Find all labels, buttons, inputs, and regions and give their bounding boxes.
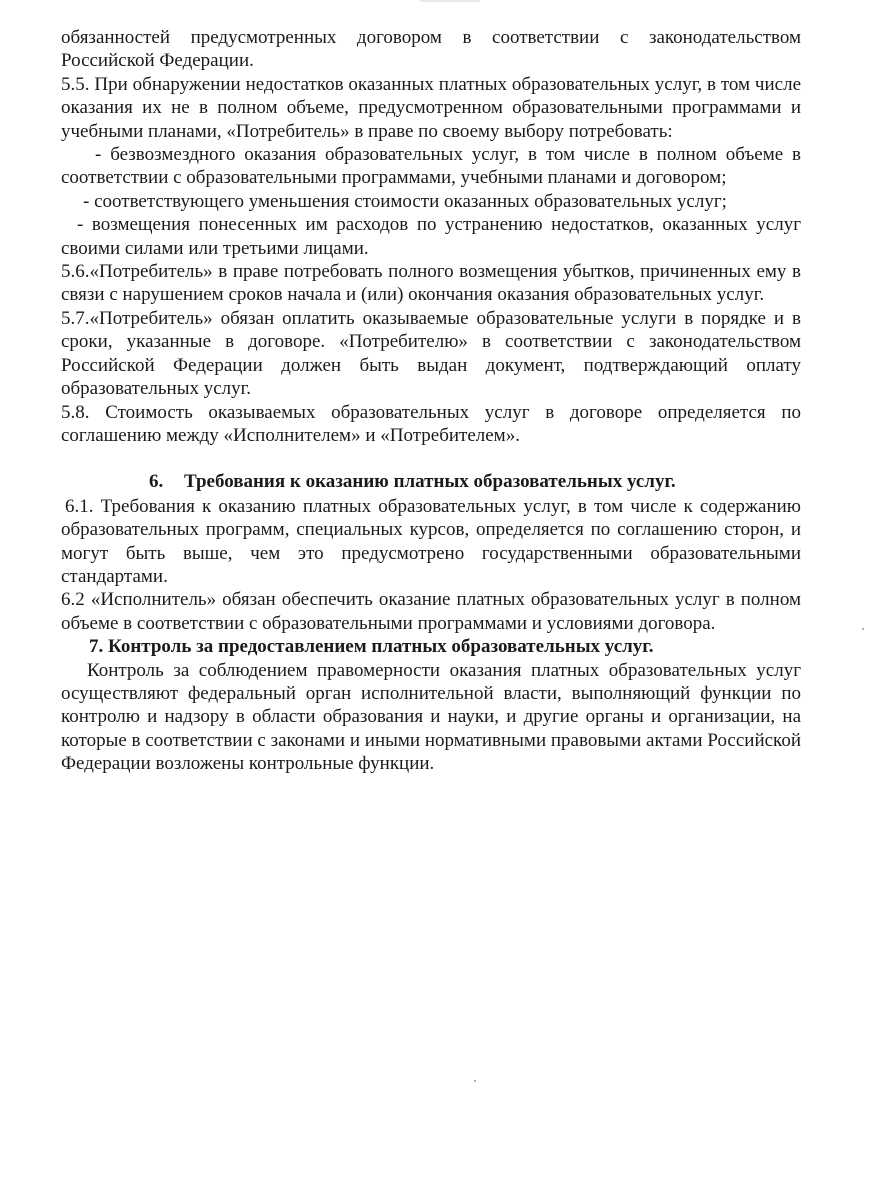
clause-5-5: 5.5. При обнаружении недостатков оказанных платных образовательных услуг, в том числе оказания их не в полном объеме, предусмотренном образовательными программами и учебными планами, «Потребитель» в праве по своему выбору потребовать: [61,73,801,142]
intro-paragraph: обязанностей предусмотренных договором в соответствии с законодательством Российской Федерации. [61,27,801,72]
clause-5-5-item-1: - безвозмездного оказания образовательных услуг, в том числе в полном объеме в соответствии с образовательными программами, учебными планами и договором; [61,144,801,189]
section-6-title: Требования к оказанию платных образовательных услуг. [184,471,676,493]
clause-6-1: 6.1. Требования к оказанию платных образовательных услуг, в том числе к содержанию образовательных программ, специальных курсов, определяется по соглашению сторон, и могут быть выше, чем это предусмотрено государственными образовательными стандартами. [61,495,801,587]
scan-speck [474,1080,476,1082]
scan-edge-mark [420,0,480,2]
clause-5-8: 5.8. Стоимость оказываемых образовательных услуг в договоре определяется по соглашению между «Исполнителем» и «Потребителем». [61,401,801,446]
section-6-heading [61,470,801,493]
section-6-number: 6. [149,471,164,493]
document-body [61,26,801,776]
section-7-text: Контроль за соблюдением правомерности оказания платных образовательных услуг осуществляют федеральный орган исполнительной власти, выполняющий функции по контролю и надзору в области образования и науки, и другие органы и организации, на которые в соответствии с законами и иными нормативными правовыми актами Российской Федерации возложены контрольные функции. [61,659,801,775]
clause-6-2: 6.2 «Исполнитель» обязан обеспечить оказание платных образовательных услуг в полном объеме в соответствии с образовательными программами и условиями договора. [61,589,801,634]
clause-5-6: 5.6.«Потребитель» в праве потребовать полного возмещения убытков, причиненных ему в связи с нарушением сроков начала и (или) окончания оказания образовательных услуг. [61,261,801,306]
clause-5-5-item-2: - соответствующего уменьшения стоимости оказанных образовательных услуг; [83,190,727,212]
clause-5-7: 5.7.«Потребитель» обязан оплатить оказываемые образовательные услуги в порядке и в сроки, указанные в договоре. «Потребителю» в соответствии с законодательством Российской Федерации должен быть выдан документ, подтверждающий оплату образовательных услуг. [61,307,801,400]
scan-speck [862,628,864,630]
section-7-heading: 7. Контроль за предоставлением платных образовательных услуг. [89,636,654,658]
clause-5-5-item-3: - возмещения понесенных им расходов по устранению недостатков, оказанных услуг своими силами или третьими лицами. [61,214,801,259]
